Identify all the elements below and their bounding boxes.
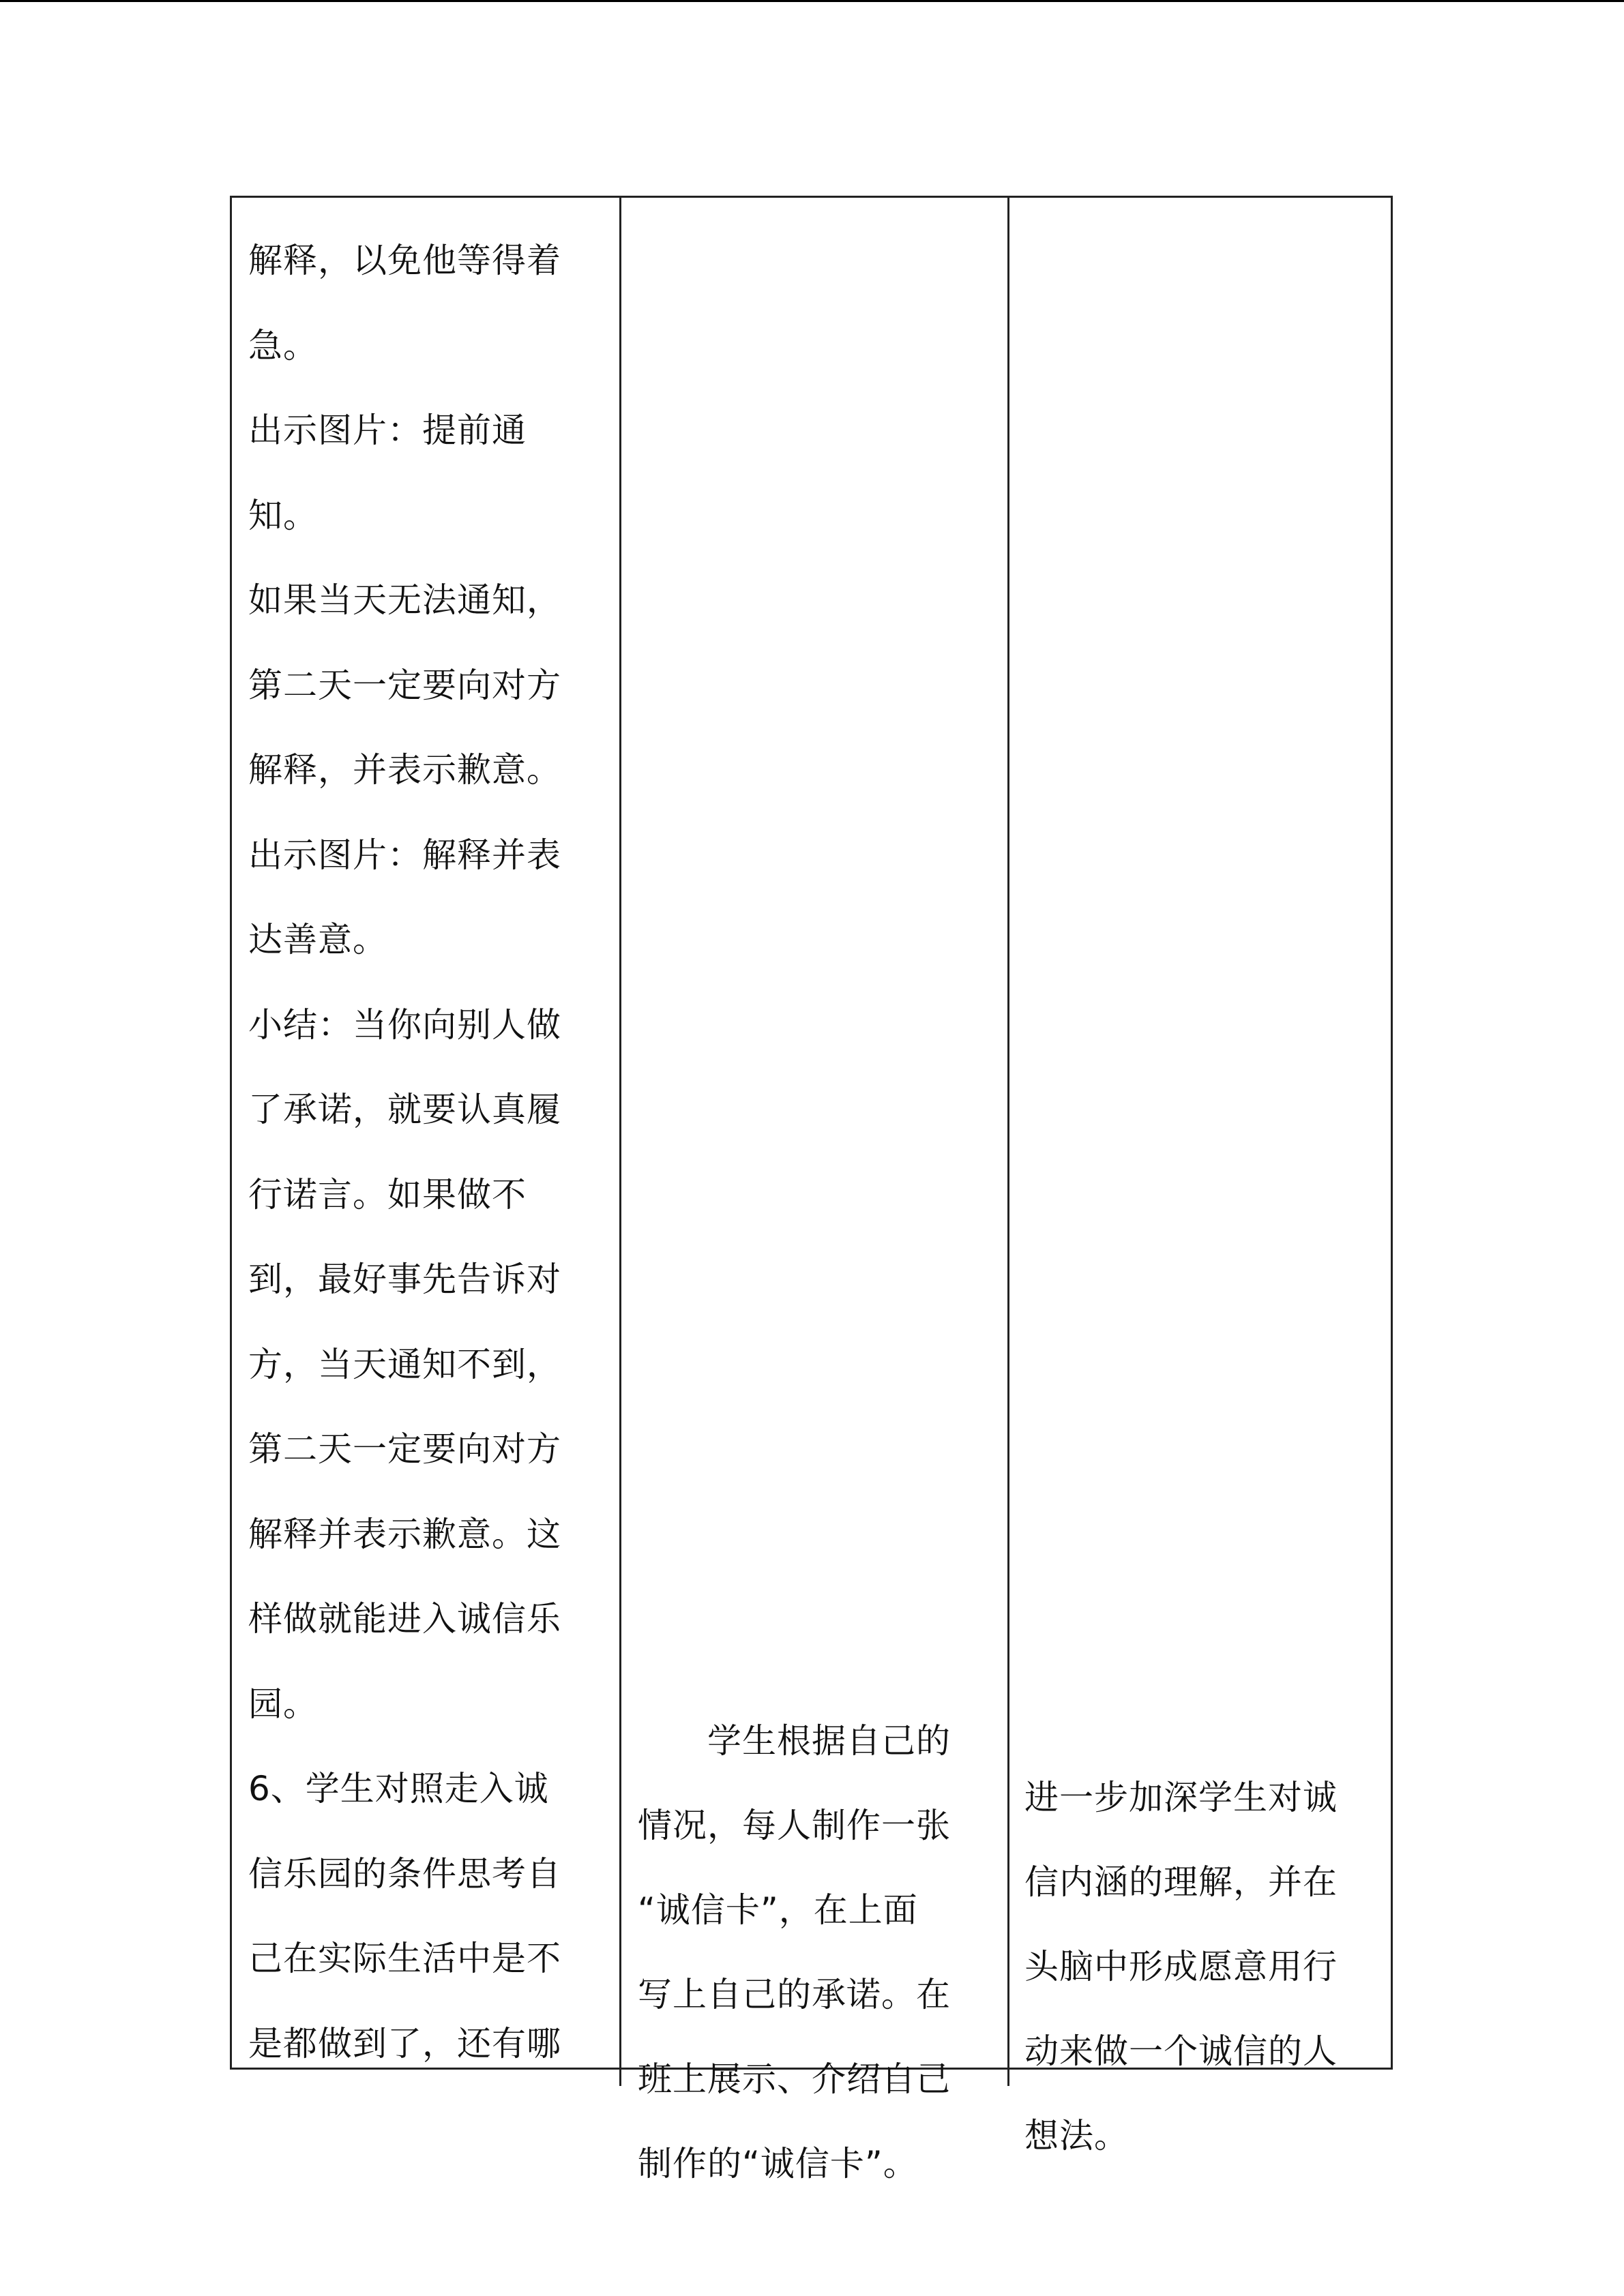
student-activity-text [638, 1699, 951, 2206]
text-line: 信乐园的条件思考自 [248, 1853, 561, 1894]
text-line: 样做就能进入诚信乐 [248, 1599, 561, 1639]
text-line: 小结：当你向别人做 [248, 1004, 561, 1045]
text-line: 班上展示、介绍自己 [638, 2059, 951, 2099]
text-line: 达善意。 [248, 920, 387, 959]
text-line: 想法。 [1024, 2116, 1129, 2156]
text-line: 写上自己的承诺。在 [638, 1975, 951, 2014]
text-line: 解释，并表示歉意。 [248, 750, 561, 790]
text-line: 制作的“诚信卡”。 [638, 2144, 918, 2183]
text-line: 动来做一个诚信的人 [1024, 2031, 1338, 2071]
text-line: 出示图片：解释并表 [248, 835, 561, 875]
lesson-plan-table [230, 196, 1393, 2183]
text-line: 情况，每人制作一张 [638, 1806, 951, 1845]
text-line: 急。 [248, 325, 318, 366]
text-line: 6、学生对照走入诚 [248, 1769, 549, 1808]
text-line: 进一步加深学生对诚 [1024, 1778, 1338, 1817]
text-line: 园。 [248, 1684, 318, 1724]
text-line: 第二天一定要向对方 [248, 1429, 561, 1469]
teacher-activity-cell [232, 198, 619, 2086]
text-line: 解释并表示歉意。这 [248, 1514, 561, 1554]
text-line: 信内涵的理解，并在 [1024, 1862, 1338, 1902]
text-line: 行诺言。如果做不 [248, 1174, 527, 1214]
design-intent-cell [1007, 198, 1391, 2156]
text-line: “诚信卡”，在上面 [638, 1890, 918, 1930]
student-activity-cell [619, 198, 1007, 2183]
text-line: 解释，以免他等得着 [248, 241, 561, 280]
text-line: 知。 [248, 495, 318, 535]
text-line: 如果当天无法通知， [248, 580, 561, 620]
text-line: 学生根据自己的 [638, 1721, 951, 1761]
text-line: 第二天一定要向对方 [248, 665, 561, 705]
text-line: 方，当天通知不到， [248, 1344, 561, 1384]
text-line: 出示图片：提前通 [248, 411, 527, 450]
text-line: 头脑中形成愿意用行 [1024, 1947, 1338, 1986]
page-top-border [0, 0, 1624, 2]
text-line: 己在实际生活中是不 [248, 1939, 561, 1978]
text-line: 了承诺，就要认真履 [248, 1090, 561, 1129]
text-line: 到，最好事先告诉对 [248, 1259, 561, 1299]
text-line: 是都做到了，还有哪 [248, 2023, 561, 2063]
design-intent-text [1024, 1755, 1338, 2178]
